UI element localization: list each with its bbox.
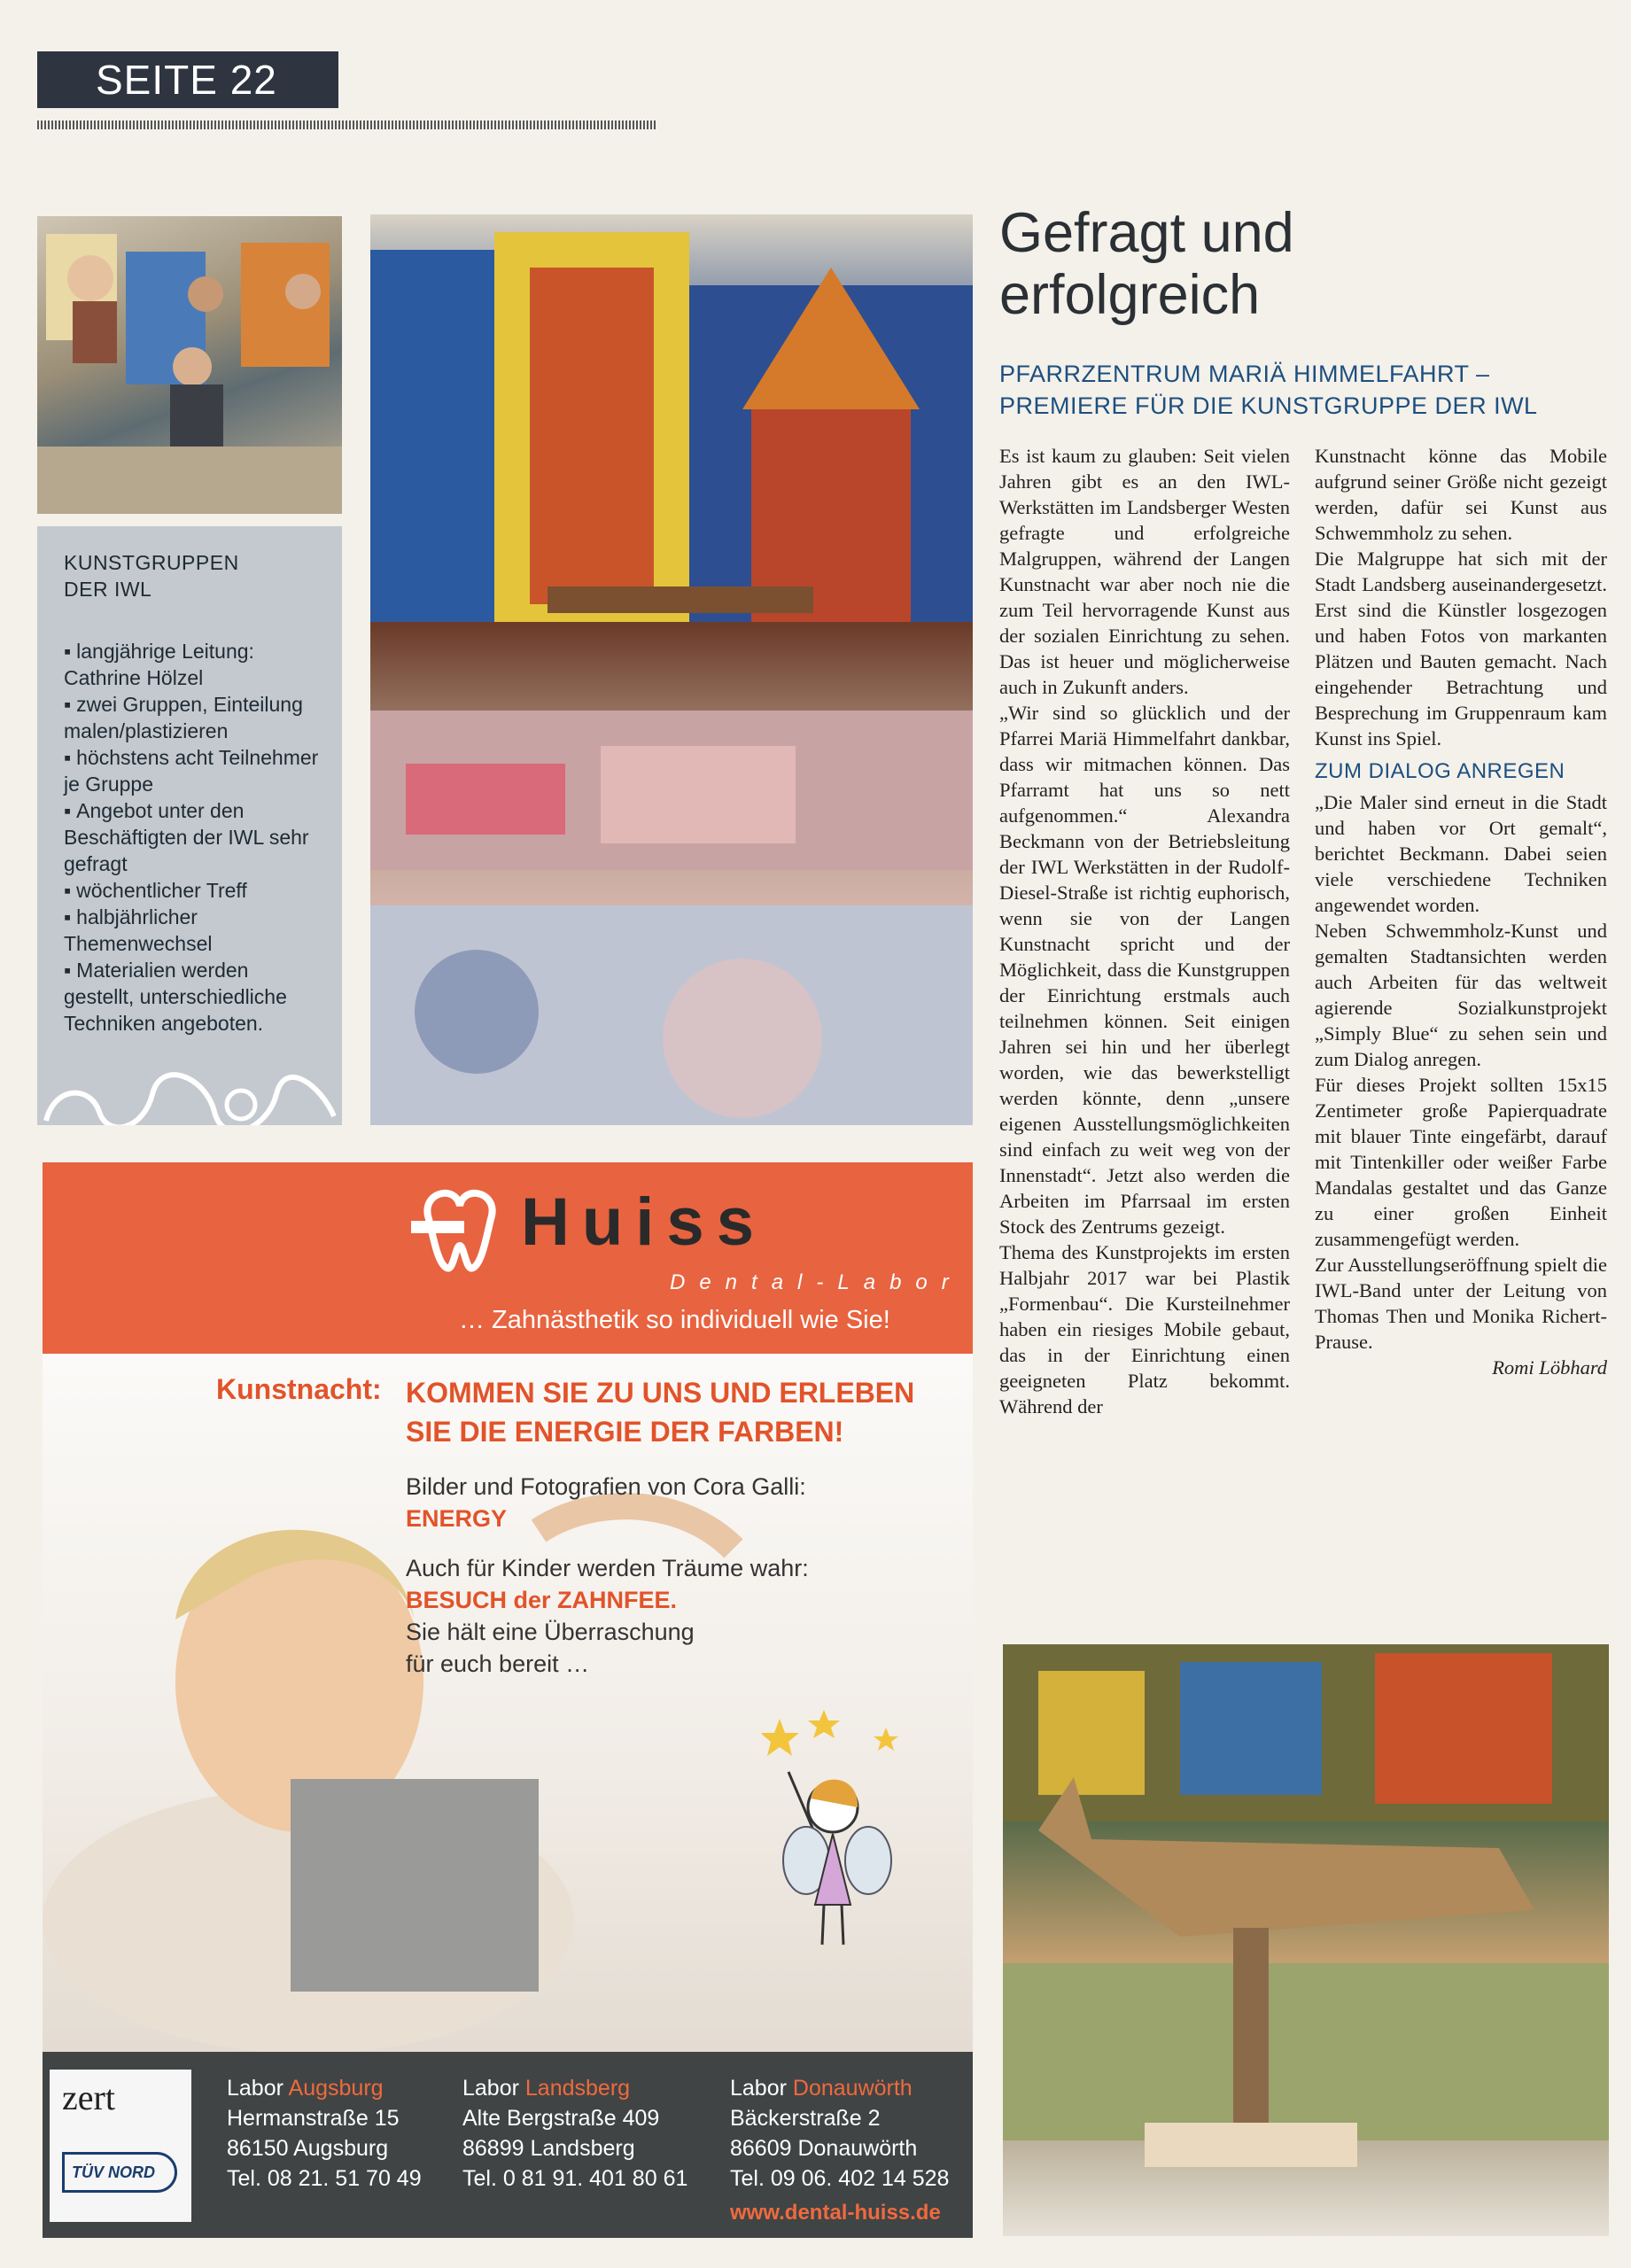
paragraph: Für dieses Projekt sollten 15x15 Zentimeter große Papierquadrate mit blauer Tinte eingefärbt, darauf mit Tintenkiller oder weißer Farbe Mandalas gestaltet und das Ganze zu einer großen Einheit zusammengefügt werden. bbox=[1315, 1074, 1607, 1250]
info-item: ▪ höchstens acht Teilnehmer je Gruppe bbox=[64, 744, 324, 797]
driftwood-sculpture-photo bbox=[1003, 1644, 1609, 2236]
ad-kunstnacht-label: Kunstnacht: bbox=[216, 1373, 382, 1405]
article-column-2 bbox=[1315, 443, 1607, 1380]
info-item: ▪ langjährige Leitung: Cathrine Hölzel bbox=[64, 638, 324, 691]
ad-brand-name: Huiss bbox=[521, 1184, 766, 1260]
header-rule bbox=[37, 120, 657, 129]
paragraph: Zur Ausstellungseröffnung spielt die IWL-Band unter der Leitung von Thomas Then und Monika Richert-Prause. bbox=[1315, 1254, 1607, 1353]
tooth-fairy-icon bbox=[762, 1710, 939, 1958]
info-item: ▪ Angebot unter den Beschäftigten der IWL sehr gefragt bbox=[64, 797, 324, 877]
ad-kunstnacht-headline: KOMMEN SIE ZU UNS UND ERLEBEN SIE DIE ENERGIE DER FARBEN! bbox=[406, 1377, 915, 1448]
paragraph: Die Malgruppe hat sich mit der Stadt Landsberg auseinandergesetzt. Erst sind die Künstler losgezogen und haben Fotos von markanten Plätzen und Bauten gemacht. Nach eingehender Betrachtung und Besprechung im Gruppenraum kam Kunst ins Spiel. bbox=[1315, 548, 1607, 750]
ad-kids-text: Auch für Kinder werden Träume wahr: BESUCH der ZAHNFEE. Sie hält eine Überraschung für euch bereit … bbox=[406, 1555, 809, 1677]
article-headline: Gefragt und erfolgreich bbox=[999, 202, 1294, 326]
paragraph: Kunstnacht könne das Mobile aufgrund seiner Größe nicht gezeigt werden, dafür sei Kunst aus Schwemmholz zu sehen. bbox=[1315, 445, 1607, 544]
paragraph: Es ist kaum zu glauben: Seit vielen Jahren gibt es an den IWL-Werkstätten im Landsberger Westen gefragte und erfolgreiche Malgruppen, während der Langen Kunstnacht war aber noch nie die zum Teil hervorragende Kunst aus der sozialen Einrichtung zu sehen. Das ist heuer und möglicherweise auch in Zukunft anders. bbox=[999, 445, 1290, 698]
paintings-photo bbox=[370, 214, 973, 1125]
paragraph: Neben Schwemmholz-Kunst und gemalten Stadtansichten werden auch Arbeiten für das weltweit agierende Sozialkunstprojekt „Simply Blue“ zu sehen sein und zum Dialog anregen. bbox=[1315, 920, 1607, 1070]
ad-slogan: … Zahnästhetik so individuell wie Sie! bbox=[459, 1306, 890, 1334]
tooth-logo-icon bbox=[411, 1184, 509, 1281]
zert-logo: zert bbox=[62, 2078, 115, 2117]
section-heading: ZUM DIALOG ANREGEN bbox=[1315, 759, 1565, 783]
info-item: ▪ zwei Gruppen, Einteilung malen/plastizieren bbox=[64, 691, 324, 744]
author-byline: Romi Löbhard bbox=[1492, 1356, 1607, 1379]
paragraph: „Wir sind so glücklich und der Pfarrei Mariä Himmelfahrt dankbar, dass wir mitmachen können. Das Pfarramt hat uns so nett aufgenommen.“ Alexandra Beckmann von der Betriebsleitung der IWL Werkstätten in der Rudolf-Diesel-Straße ist richtig euphorisch, wenn sie von der Langen Kunstnacht spricht und der Möglichkeit, dass die Kunstgruppen der Einrichtung erstmals auch teilnehmen können. Seit einigen Jahren sei hin und her überlegt worden, wie das bewerkstelligt werden könnte, denn „unsere eigenen Ausstellungsmöglichkeiten sind einfach zu weit weg von der Innenstadt“. Jetzt also werden die Arbeiten im Pfarrsaal im ersten Stock des Zentrums gezeigt. bbox=[999, 702, 1290, 1238]
info-item: ▪ wöchentlicher Treff bbox=[64, 877, 324, 904]
lab-address-landsberg: Labor Landsberg Alte Bergstraße 409 86899 Landsberg Tel. 0 81 91. 401 80 61 bbox=[462, 2076, 688, 2191]
info-item: ▪ halbjährlicher Themenwechsel bbox=[64, 904, 324, 957]
certification-logos bbox=[50, 2070, 191, 2222]
info-item: ▪ Materialien werden gestellt, unterschiedliche Techniken angeboten. bbox=[64, 957, 324, 1037]
info-box-kunstgruppen bbox=[37, 526, 342, 1125]
ad-subbrand: Dental-Labor bbox=[670, 1270, 963, 1294]
article-column-1 bbox=[999, 443, 1290, 1419]
lab-address-augsburg: Labor Augsburg Hermanstraße 15 86150 Augsburg Tel. 08 21. 51 70 49 bbox=[227, 2076, 422, 2191]
ad-exhibit-text: Bilder und Fotografien von Cora Galli: ENERGY bbox=[406, 1473, 806, 1532]
lab-address-donauwoerth: Labor Donauwörth Bäckerstraße 2 86609 Donauwörth Tel. 09 06. 402 14 528 bbox=[730, 2076, 950, 2191]
ad-website-link[interactable]: www.dental-huiss.de bbox=[730, 2201, 941, 2225]
info-box-title: KUNSTGRUPPEN DER IWL bbox=[64, 551, 239, 601]
page-number-label: SEITE 22 bbox=[37, 51, 338, 108]
decorative-swirl bbox=[37, 1068, 342, 1125]
tuv-nord-logo: TÜV NORD bbox=[62, 2152, 177, 2193]
article-subheadline: PFARRZENTRUM MARIÄ HIMMELFAHRT – PREMIERE FÜR DIE KUNSTGRUPPE DER IWL bbox=[999, 361, 1538, 419]
paragraph: „Die Maler sind erneut in die Stadt und haben vor Ort gemalt“, berichtet Beckmann. Dabei seien viele verschiedene Techniken angewendet worden. bbox=[1315, 791, 1607, 916]
kunstgruppe-group-photo bbox=[37, 216, 342, 514]
paragraph: Thema des Kunstprojekts im ersten Halbjahr 2017 war bei Plastik „Formenbau“. Die Kursteilnehmer haben ein riesiges Mobile gebaut, das in der Einrichtung einen geeigneten Platz bekommt. Während der bbox=[999, 1241, 1290, 1418]
